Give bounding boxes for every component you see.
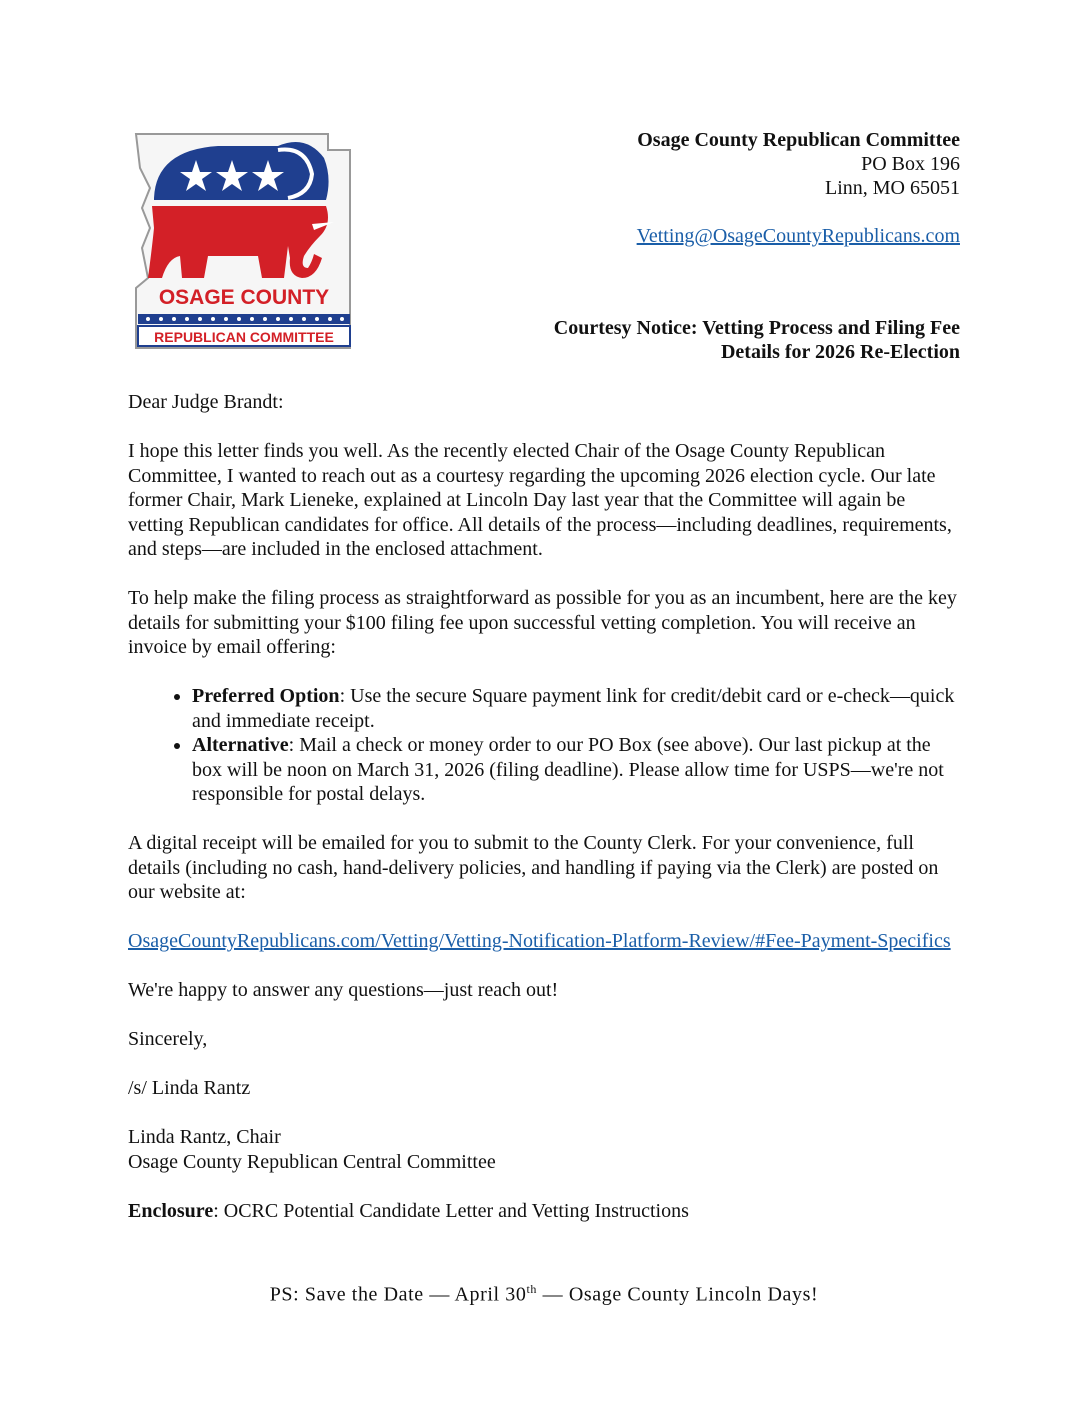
option-label: Preferred Option (192, 685, 340, 707)
logo-text-committee: REPUBLICAN COMMITTEE (154, 329, 334, 345)
paragraph-intro: I hope this letter finds you well. As the recently elected Chair of the Osage County Republican Committee, I wanted to reach out as a courtesy regarding the upcoming 2026 election cycle. Our late former Chair, Mark Lieneke, explained at Lincoln Day last year that the Committee will again be vetting Republican candidates for office. All details of the process—including deadlines, requirements, and steps—are included in the enclosed attachment. (128, 440, 952, 560)
closing: Sincerely, (128, 1028, 208, 1050)
payment-options-list (128, 684, 964, 807)
logo-text-county: OSAGE COUNTY (158, 286, 330, 309)
ps-text-after: — Osage County Lincoln Days! (537, 1283, 819, 1306)
ps-superscript: th (526, 1282, 538, 1296)
org-name: Osage County Republican Committee (637, 129, 960, 151)
subject-line-1: Courtesy Notice: Vetting Process and Filing Fee (553, 317, 960, 339)
address-line-2: Linn, MO 65051 (825, 177, 960, 199)
letterhead-address (637, 128, 960, 248)
paragraph-questions: We're happy to answer any questions—just reach out! (128, 979, 559, 1001)
list-item (192, 684, 964, 733)
address-line-1: PO Box 196 (861, 153, 960, 175)
option-text: : Use the secure Square payment link for credit/debit card or e-check—quick and immediate receipt. (192, 685, 955, 732)
enclosure-label: Enclosure (128, 1199, 214, 1222)
website-link[interactable]: OsageCountyRepublicans.com/Vetting/Vetting-Notification-Platform-Review/#Fee-Payment-Specifics (128, 930, 951, 952)
enclosure-line (128, 1199, 964, 1224)
paragraph-filing-fee: To help make the filing process as straightforward as possible for you as an incumbent, here are the key details for submitting your $100 filing fee upon successful vetting completion. You will receive an invoice by email offering: (128, 587, 957, 658)
signature: /s/ Linda Rantz (128, 1077, 251, 1099)
ps-text-before: PS: Save the Date — April 30 (269, 1283, 527, 1306)
osage-county-republican-logo (128, 128, 360, 360)
letter-body (128, 390, 964, 1248)
option-label: Alternative (192, 734, 289, 756)
greeting: Dear Judge Brandt: (128, 391, 284, 413)
option-text: : Mail a check or money order to our PO Box (see above). Our last pickup at the box will be noon on March 31, 2026 (filing deadline). Please allow time for USPS—we're not responsible for postal delays. (192, 734, 944, 805)
signer-org: Osage County Republican Central Committee (128, 1150, 496, 1173)
signer-name: Linda Rantz, Chair (128, 1126, 281, 1148)
list-item (192, 733, 964, 807)
signature-block (128, 1125, 964, 1174)
subject-line-2: Details for 2026 Re-Election (720, 341, 960, 363)
email-link[interactable]: Vetting@OsageCountyRepublicans.com (636, 225, 960, 247)
enclosure-text: : OCRC Potential Candidate Letter and Vetting Instructions (213, 1199, 689, 1222)
paragraph-receipt: A digital receipt will be emailed for you to submit to the County Clerk. For your convenience, full details (including no cash, hand-delivery policies, and handling if paying via the Clerk) are posted on our website at: (128, 832, 939, 903)
postscript (0, 1282, 1088, 1307)
subject-line (554, 316, 960, 364)
